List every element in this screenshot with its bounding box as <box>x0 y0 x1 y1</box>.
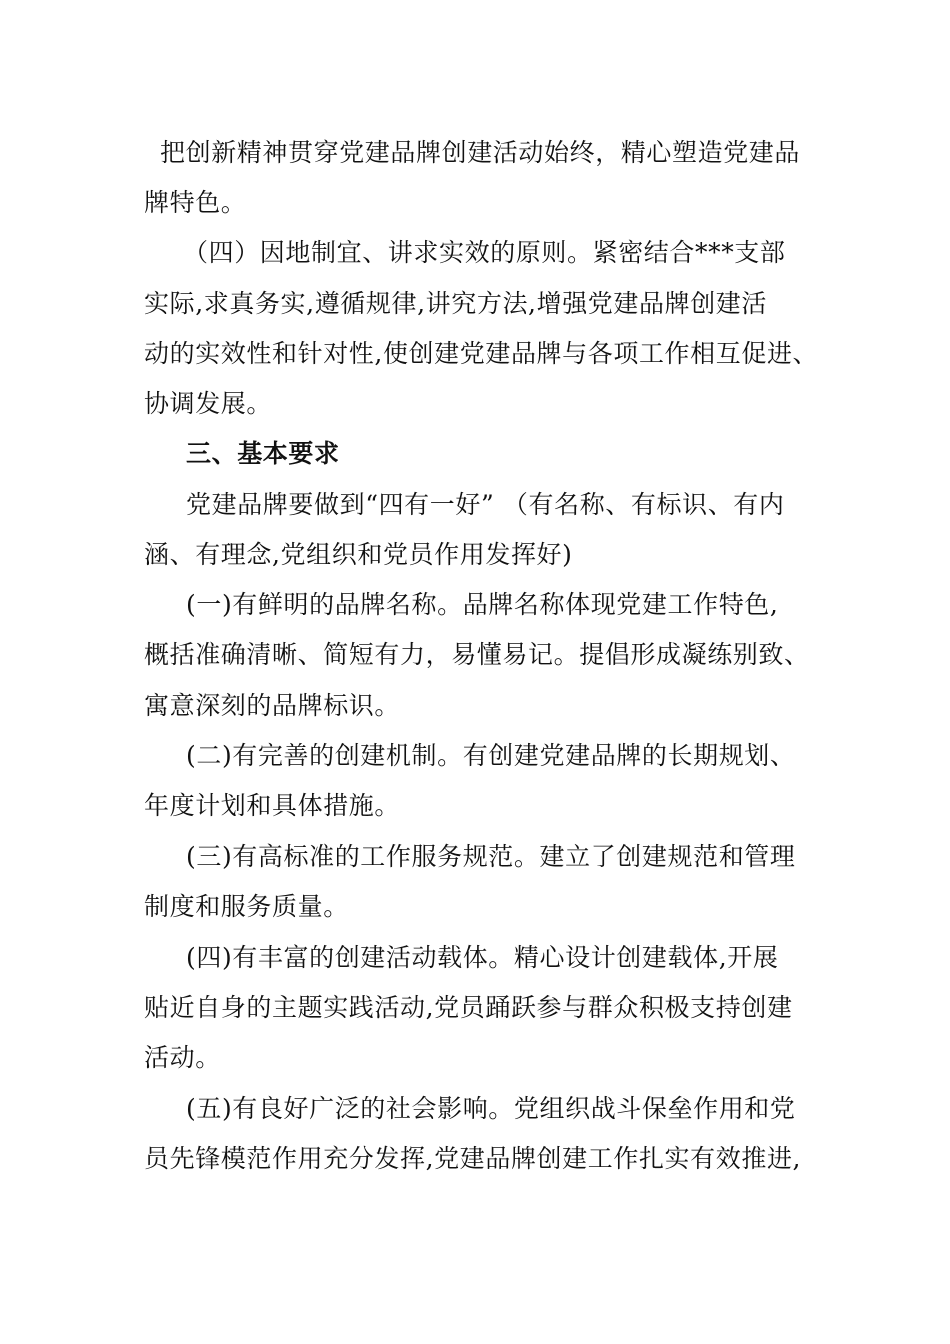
paragraph-line: 涵、有理念,党组织和党员作用发挥好) <box>144 540 573 569</box>
paragraph-line: 把创新精神贯穿党建品牌创建活动始终，精心塑造党建品 <box>160 138 801 167</box>
paragraph-line: 贴近自身的主题实践活动,党员踊跃参与群众积极支持创建 <box>144 993 793 1022</box>
section-heading: 三、基本要求 <box>186 439 340 468</box>
paragraph-line: 实际,求真务实,遵循规律,讲究方法,增强党建品牌创建活 <box>144 289 767 318</box>
paragraph-line: 动的实效性和针对性,使创建党建品牌与各项工作相互促进、 <box>144 339 819 368</box>
paragraph-line: (四)有丰富的创建活动载体。精心设计创建载体,开展 <box>186 943 779 972</box>
paragraph-line: （四）因地制宜、讲求实效的原则。紧密结合***支部 <box>183 238 786 267</box>
paragraph-line: (三)有高标准的工作服务规范。建立了创建规范和管理 <box>186 842 796 871</box>
paragraph-line: 概括准确清晰、简短有力，易懂易记。提倡形成凝练别致、 <box>144 640 810 669</box>
paragraph-line: (二)有完善的创建机制。有创建党建品牌的长期规划、 <box>186 741 796 770</box>
paragraph-line: 党建品牌要做到“四有一好” （有名称、有标识、有内 <box>186 490 785 519</box>
paragraph-line: 年度计划和具体措施。 <box>144 791 401 820</box>
paragraph-line: 活动。 <box>144 1043 221 1072</box>
paragraph-line: (五)有良好广泛的社会影响。党组织战斗保垒作用和党 <box>186 1094 796 1123</box>
paragraph-line: 牌特色。 <box>144 188 247 217</box>
paragraph-line: 制度和服务质量。 <box>144 892 349 921</box>
paragraph-line: (一)有鲜明的品牌名称。品牌名称体现党建工作特色, <box>186 590 779 619</box>
paragraph-line: 寓意深刻的品牌标识。 <box>144 691 401 720</box>
paragraph-line: 协调发展。 <box>144 389 273 418</box>
paragraph-line: 员先锋模范作用充分发挥,党建品牌创建工作扎实有效推进, <box>144 1144 802 1173</box>
